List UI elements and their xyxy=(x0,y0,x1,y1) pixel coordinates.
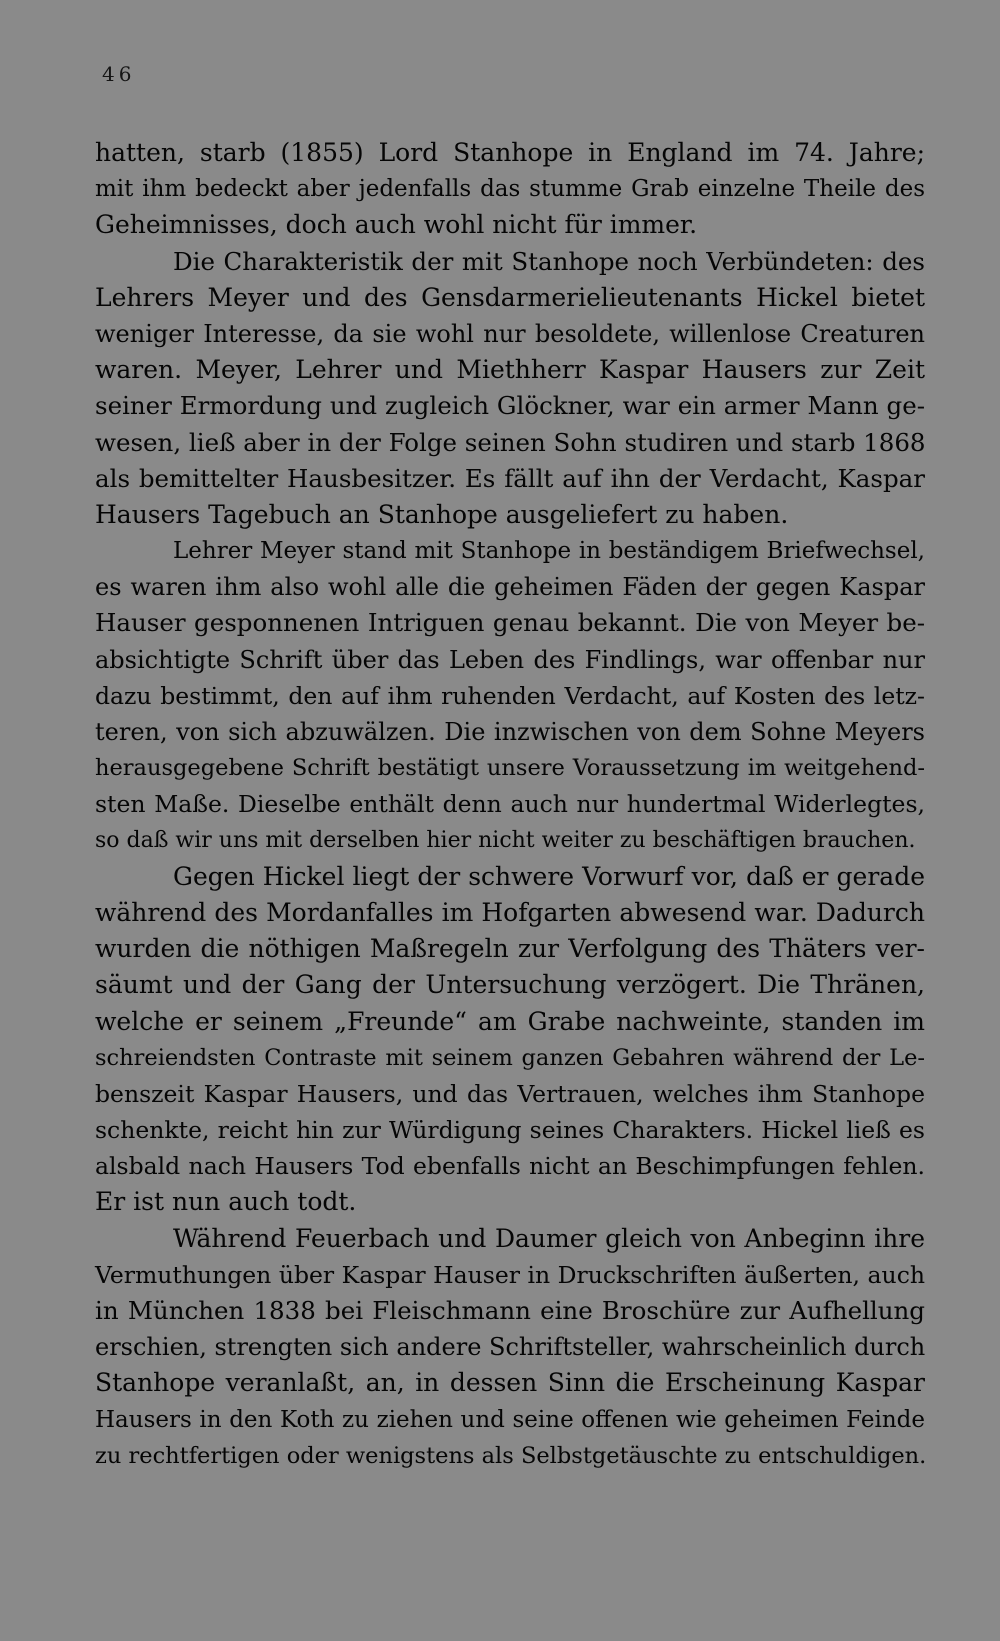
text-line: benszeit Kaspar Hausers, und das Vertrauen, welches ihm Stanhope xyxy=(95,1079,925,1108)
text-line: sten Maße. Dieselbe enthält denn auch nur hundertmal Widerlegtes, xyxy=(95,790,925,819)
text-line: waren. Meyer, Lehrer und Miethherr Kaspar Hausers zur Zeit xyxy=(95,355,925,385)
text-line: in München 1838 bei Fleischmann eine Broschüre zur Aufhellung xyxy=(95,1296,925,1325)
text-line: säumt und der Gang der Untersuchung verzögert. Die Thränen, xyxy=(95,970,925,1000)
text-line: Gegen Hickel liegt der schwere Vorwurf vor, daß er gerade xyxy=(173,861,925,891)
text-line: weniger Interesse, da sie wohl nur besoldete, willenlose Creaturen xyxy=(95,319,925,348)
text-line: mit ihm bedeckt aber jedenfalls das stumme Grab einzelne Theile des xyxy=(95,176,925,203)
text-line: zu rechtfertigen oder wenigstens als Selbstgetäuschte zu entschuldigen. xyxy=(95,1442,927,1469)
text-line: absichtigte Schrift über das Leben des Findlings, war offenbar nur xyxy=(95,645,925,674)
text-line: während des Mordanfalles im Hofgarten abwesend war. Dadurch xyxy=(95,897,925,927)
text-line: schreiendsten Contraste mit seinem ganzen Gebahren während der Le- xyxy=(95,1044,925,1071)
text-line: Vermuthungen über Kaspar Hauser in Druckschriften äußerten, auch xyxy=(95,1260,925,1289)
page-number: 46 xyxy=(102,62,136,86)
text-line: teren, von sich abzuwälzen. Die inzwischen von dem Sohne Meyers xyxy=(95,718,925,746)
text-line: als bemittelter Hausbesitzer. Es fällt auf ihn der Verdacht, Kaspar xyxy=(95,463,925,493)
text-line: Lehrers Meyer und des Gensdarmerielieutenants Hickel bietet xyxy=(95,282,925,312)
text-line: wesen, ließ aber in der Folge seinen Sohn studiren und starb 1868 xyxy=(95,427,926,457)
text-line: seiner Ermordung und zugleich Glöckner, war ein armer Mann ge- xyxy=(95,391,925,421)
text-line: erschien, strengten sich andere Schriftsteller, wahrscheinlich durch xyxy=(95,1333,926,1362)
text-line: so daß wir uns mit derselben hier nicht weiter zu beschäftigen brauchen. xyxy=(95,827,916,853)
text-line: Während Feuerbach und Daumer gleich von Anbeginn ihre xyxy=(173,1223,925,1253)
text-line: Geheimnisses, doch auch wohl nicht für immer. xyxy=(95,210,698,240)
text-line: herausgegebene Schrift bestätigt unsere Voraussetzung im weitgehend- xyxy=(95,755,925,782)
text-line: welche er seinem „Freunde“ am Grabe nachweinte, standen im xyxy=(95,1006,925,1036)
text-line: hatten, starb (1855) Lord Stanhope in England im 74. Jahre; xyxy=(95,138,925,167)
text-line: schenkte, reicht hin zur Würdigung seines Charakters. Hickel ließ es xyxy=(95,1116,925,1145)
text-line: Lehrer Meyer stand mit Stanhope in beständigem Briefwechsel, xyxy=(173,538,925,565)
text-line: alsbald nach Hausers Tod ebenfalls nicht an Beschimpfungen fehlen. xyxy=(95,1152,925,1181)
text-line: Hauser gesponnenen Intriguen genau bekannt. Die von Meyer be- xyxy=(95,608,925,638)
text-line: Die Charakteristik der mit Stanhope noch Verbündeten: des xyxy=(173,246,925,276)
text-line: es waren ihm also wohl alle die geheimen Fäden der gegen Kaspar xyxy=(95,573,925,602)
text-line: Hausers Tagebuch an Stanhope ausgeliefert zu haben. xyxy=(95,499,789,529)
body-text xyxy=(95,135,925,1474)
text-line: Er ist nun auch todt. xyxy=(95,1187,357,1217)
text-line: dazu bestimmt, den auf ihm ruhenden Verdacht, auf Kosten des letz- xyxy=(95,681,925,710)
text-line: wurden die nöthigen Maßregeln zur Verfolgung des Thäters ver- xyxy=(95,934,925,964)
text-line: Stanhope veranlaßt, an, in dessen Sinn die Erscheinung Kaspar xyxy=(95,1368,925,1398)
text-line: Hausers in den Koth zu ziehen und seine offenen wie geheimen Feinde xyxy=(95,1406,925,1433)
